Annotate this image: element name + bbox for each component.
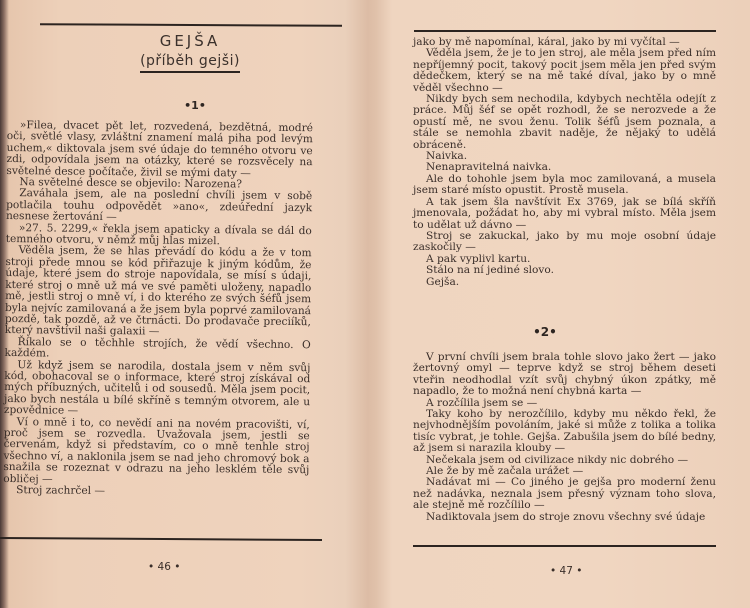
paragraph: Zaváhala jsem, ale na poslední chvíli jsem v sobě potlačila touhu odpovědět »ano«, zdeúřední jazyk nesnese žertování — — [5, 187, 313, 224]
paragraph: Nenapravitelná naivka. — [426, 161, 552, 174]
top-rule — [414, 30, 716, 32]
paragraph: »27. 5. 2299,« řekla jsem apaticky a dívala se dál do temného otvoru, v němž můj hlas mizel. — [5, 221, 312, 248]
paragraph: A tak jsem šla navštívit Ex 3769, jak se bílá skříň jmenovala, požádat ho, aby mi vybral místo. Měla jsem to udělat už dávno — — [413, 195, 716, 231]
paragraph: Věděla jsem, že se hlas převádí do kódu a že v tom stroji přede mnou se kód přiřazuje k jiným kódům, že údaje, které jsem do stroje napovídala, se mísí s údaji, které stroj o mně už má ve své paměti uloženy, napadlo mě, jestli stroj o mně ví, i do kterého ze svých šéfů jsem byla nejvíc zamilovaná a že jsem byla poprvé zamilovaná pozdě, tak pozdě, až ve čtrnácti. Do prodavače preciíků, který navštívil naši galaxii — — [4, 244, 312, 338]
paragraph: Nadávat mi — Co jiného je gejša pro moderní ženu než nadávka, neznala jsem přesný význam toho slova, ale stejně mě rozčílilo — — [413, 476, 716, 512]
bottom-rule — [413, 545, 716, 547]
paragraph: jako by mě napomínal, káral, jako by mi vyčítal — — [413, 36, 680, 48]
paragraph: Gejša. — [426, 275, 460, 288]
paragraph: Stroj se zakuckal, jako by mu moje osobní údaje zaskočily — — [413, 229, 716, 254]
paragraph: Naivka. — [426, 150, 468, 163]
chapter-subtitle: (příběh gejši) — [140, 53, 240, 73]
chapter-heading — [140, 30, 240, 73]
paragraph: Stroj zachrčel — — [16, 484, 106, 498]
paragraph: »Filea, dvacet pět let, rozvedená, bezdětná, modré oči, světlé vlasy, zvláštní znamení malá piha pod levým uchem,« diktovala jsem své údaje do temného otvoru ve zdi, odpovídala jsem na otázky, které se rozsvěcely na světelné desce počítače, živil se mými daty — — [6, 119, 313, 180]
paragraph: Ale že by mě začala urážet — — [426, 465, 584, 478]
top-rule — [40, 23, 342, 27]
paragraph: Už když jsem se narodila, dostala jsem v něm svůj kód, obohacoval se o informace, které stroj získával od mých příbuzných, učitelů i od sousedů. Měla jsem pocit, jako bych nestála u bílé skříně s temným otvorem, ale u zpovědnice — — [3, 358, 311, 417]
paragraph: Říkalo se o těchhle strojích, že vědí všechno. O každém. — [4, 335, 311, 360]
paragraph: Na světelné desce se objevilo: Narozena? — [19, 176, 243, 191]
page-number: • 46 • — [148, 561, 181, 573]
paragraph: Ví o mně i to, co nevědí ani na novém pracovišti, ví, proč jsem se rozvedla. Uvažovala jsem, jestli se červenám, když si představím, co o mně tenhle stroj všechno ví, a naklonila jsem se nad jeho chromový bok a snažila se rozeznat v odrazu na jeho lesklém těle svůj obličej — — [3, 415, 310, 486]
bottom-rule — [0, 537, 322, 541]
paragraph: Nečekala jsem od civilizace nikdy nic dobrého — — [426, 453, 689, 466]
page-number: • 47 • — [550, 565, 583, 577]
paragraph: Ale do tohohle jsem byla moc zamilovaná, a musela jsem staré místo opustit. Prostě musela. — [413, 172, 716, 197]
paragraph: Nikdy bych sem nechodila, kdybych nechtěla odejít z práce. Můj šéf se opět rozhodl, že se nerozvede a že opustí mě, ne svou ženu. Tolik šéfů jsem poznala, a stále se nemohla zbavit naděje, že nějaký to udělá obráceně. — [413, 93, 716, 151]
paragraph: A pak vyplivl kartu. — [426, 252, 531, 265]
paragraph: Taky koho by nerozčílilo, kdyby mu někdo řekl, že nejvhodnějším povoláním, jaké si může z tolika a tolika tisíc vybrat, je tohle. Gejša. Zabušila jsem do bílé bedny, až jsem si narazila klouby — — [413, 408, 716, 455]
body-text — [413, 37, 716, 288]
paragraph: Nadiktovala jsem do stroje znovu všechny své údaje — [426, 510, 706, 523]
right-page — [375, 0, 750, 608]
chapter-title: GEJŠA — [159, 32, 221, 50]
paragraph: Věděla jsem, že je to jen stroj, ale měla jsem před ním nepříjemný pocit, takový pocit jsem měla jen před svým dědečkem, který se na mě také díval, jako by o mně věděl všechno — — [413, 47, 716, 94]
paragraph: Stálo na ní jediné slovo. — [426, 264, 554, 277]
body-text — [413, 352, 716, 523]
section-mark: •1• — [184, 99, 206, 112]
section-mark: •2• — [533, 325, 557, 339]
paragraph: A rozčílila jsem se — — [426, 396, 538, 409]
body-text — [3, 120, 313, 500]
paragraph: V první chvíli jsem brala tohle slovo jako žert — jako žertovný omyl — teprve když se stroj během deseti vteřin neodhodlal vzít svůj chybný úkon zpátky, mě napadlo, že to možná není chybná karta — — [413, 351, 716, 398]
